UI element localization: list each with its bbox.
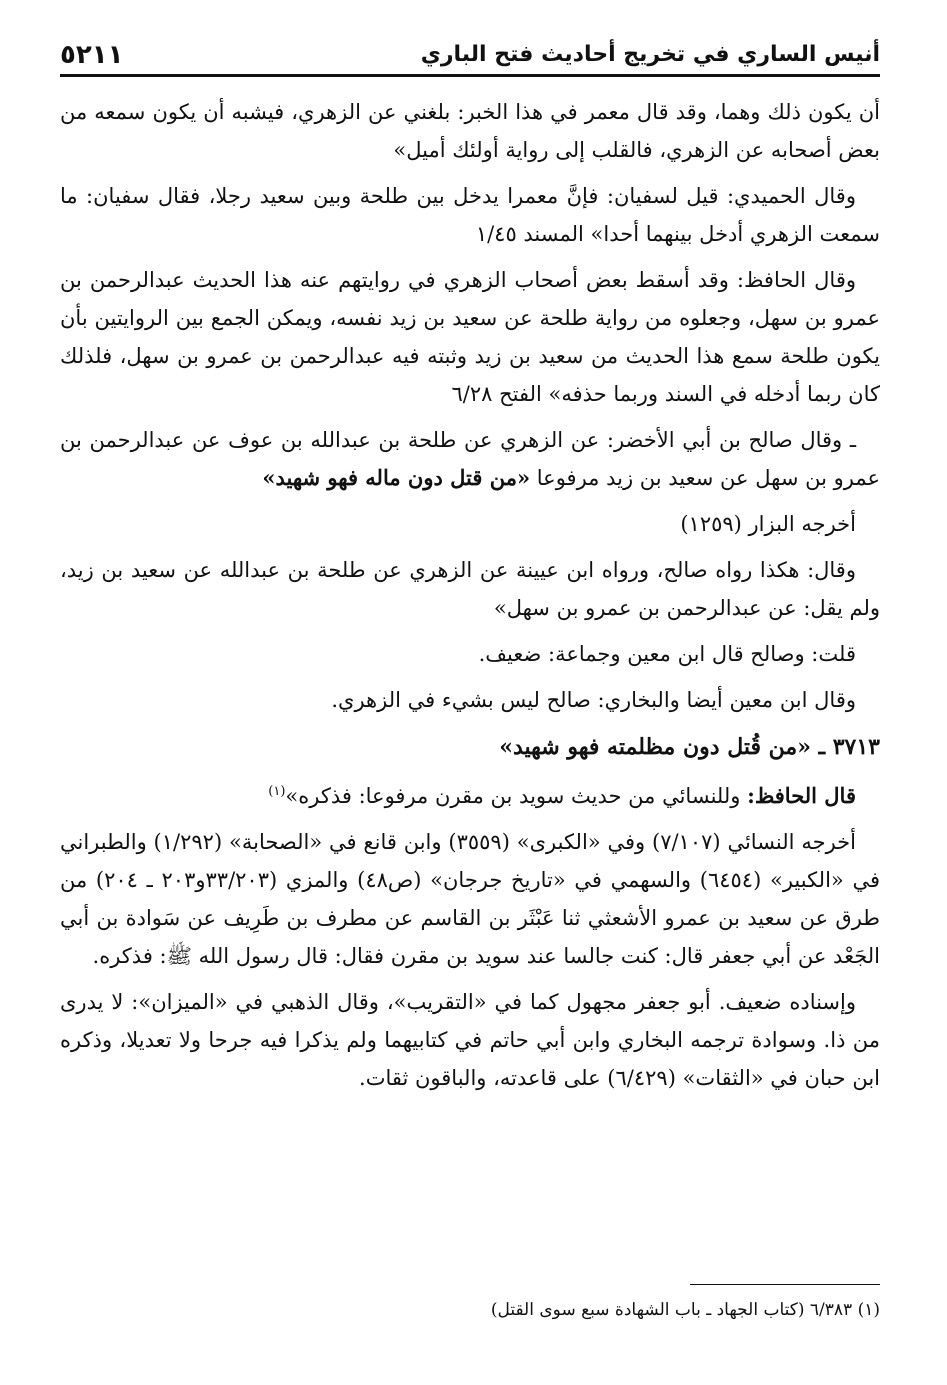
paragraph-text: وللنسائي من حديث سويد بن مقرن مرفوعا: فذكره» bbox=[285, 784, 748, 808]
paragraph bbox=[60, 773, 880, 815]
paragraph: وقال الحافظ: وقد أسقط بعض أصحاب الزهري في روايتهم عنه هذا الحديث عبدالرحمن بن عمرو بن سهل، وجعلوه من رواية طلحة عن سعيد بن زيد نفسه، ويمكن الجمع بين الروايتين بأن يكون طلحة سمع هذا الحديث من سعيد بن زيد وثبته فيه عبدالرحمن بن عمرو بن سهل، فلذلك كان ربما أدخله في السند وربما حذفه» الفتح ٦/٢٨ bbox=[60, 268, 880, 406]
paragraph: قلت: وصالح قال ابن معين وجماعة: ضعيف. bbox=[478, 642, 856, 666]
page-header bbox=[60, 34, 880, 77]
book-title: أنيس الساري في تخريج أحاديث فتح الباري bbox=[420, 42, 880, 67]
paragraph: وإسناده ضعيف. أبو جعفر مجهول كما في «التقريب»، وقال الذهبي في «الميزان»: لا يدرى من ذا. وسوادة ترجمه البخاري وابن أبي حاتم في كتابيهما ولم يذكرا فيه جرحا ولا تعديلا، وذكره ابن حبان في «الثقات» (٦/٤٢٩) على قاعدته، والباقون ثقات. bbox=[60, 990, 880, 1090]
page-body bbox=[60, 93, 880, 1097]
page bbox=[60, 34, 880, 1354]
paragraph: وقال الحميدي: قيل لسفيان: فإنَّ معمرا يدخل بين طلحة وبين سعيد رجلا، فقال سفيان: ما سمعت الزهري أدخل بينهما أحدا» المسند ١/٤٥ bbox=[60, 184, 880, 246]
paragraph-text: ـ وقال صالح بن أبي الأخضر: عن الزهري عن طلحة بن عبدالله بن عوف عن عبدالرحمن بن عمرو بن سهل عن سعيد بن زيد مرفوعا bbox=[60, 428, 880, 490]
paragraph: أخرجه البزار (١٢٥٩) bbox=[680, 512, 856, 536]
paragraph bbox=[60, 421, 880, 497]
page-number: ٥٢١١ bbox=[60, 40, 124, 70]
footnote: (١) ٦/٣٨٣ (كتاب الجهاد ـ باب الشهادة سبع سوى القتل) bbox=[490, 1300, 880, 1320]
hafiz-label: قال الحافظ: bbox=[747, 783, 856, 808]
paragraph: وقال: هكذا رواه صالح، ورواه ابن عيينة عن الزهري عن طلحة بن عبدالله عن سعيد بن زيد، ولم يقل: عن عبدالرحمن بن عمرو بن سهل» bbox=[60, 558, 880, 620]
hadith-heading: ٣٧١٣ ـ «من قُتل دون مظلمته فهو شهيد» bbox=[499, 734, 880, 760]
hadith-text: «من قتل دون ماله فهو شهيد» bbox=[262, 465, 531, 490]
footnote-separator bbox=[690, 1284, 880, 1285]
paragraph: وقال ابن معين أيضا والبخاري: صالح ليس بشيء في الزهري. bbox=[331, 688, 856, 712]
paragraph: أن يكون ذلك وهما، وقد قال معمر في هذا الخبر: بلغني عن الزهري، فيشبه أن يكون سمعه من بعض أصحابه عن الزهري، فالقلب إلى رواية أولئك أميل» bbox=[60, 100, 880, 162]
paragraph: أخرجه النسائي (٧/١٠٧) وفي «الكبرى» (٣٥٥٩) وابن قانع في «الصحابة» (١/٢٩٢) والطبراني في «الكبير» (٦٤٥٤) والسهمي في «تاريخ جرجان» (ص٤٨) والمزي (٣٣/٢٠٣و٢٠٣ ـ ٢٠٤) من طرق عن سعيد بن عمرو الأشعثي ثنا عَبْثَر بن القاسم عن مطرف بن طَرِيف عن سَوادة بن أبي الجَعْد عن أبي جعفر قال: كنت جالسا عند سويد بن مقرن فقال: قال رسول الله ﷺ: فذكره. bbox=[60, 830, 880, 968]
footnote-reference[interactable]: (١) bbox=[268, 784, 286, 799]
